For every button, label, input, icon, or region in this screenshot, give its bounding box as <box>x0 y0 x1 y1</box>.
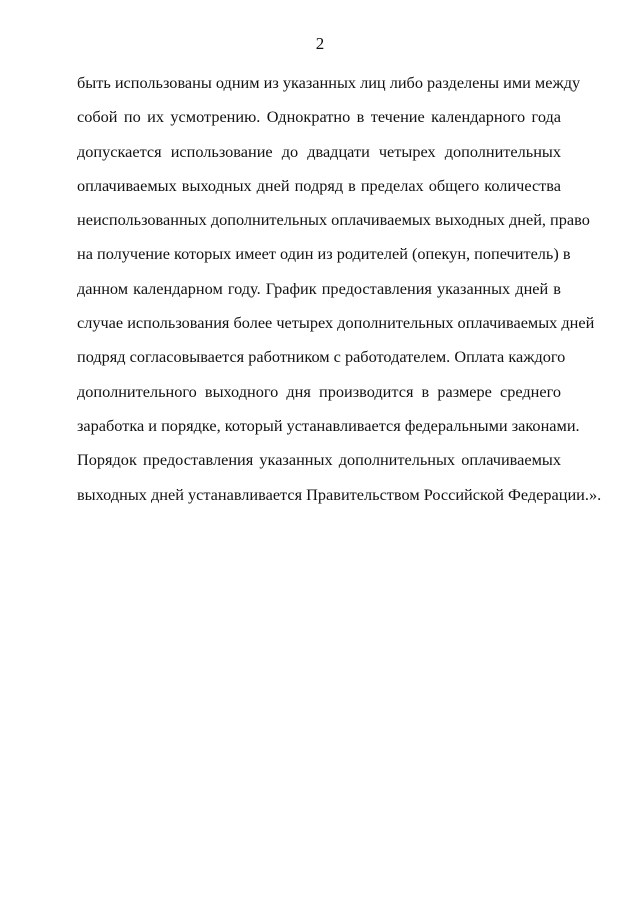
text-line: оплачиваемых выходных дней подряд в пределах общего количества <box>77 175 561 195</box>
text-line: допускается использование до двадцати четырех дополнительных <box>77 141 561 161</box>
text-line: собой по их усмотрению. Однократно в течение календарного года <box>77 107 561 127</box>
text-line: случае использования более четырех дополнительных оплачиваемых дней <box>77 313 595 333</box>
text-line: неиспользованных дополнительных оплачиваемых выходных дней, право <box>77 210 590 230</box>
text-line: быть использованы одним из указанных лиц либо разделены ими между <box>77 73 581 92</box>
text-line: заработка и порядке, который устанавливается федеральными законами. <box>77 415 580 435</box>
page-number: 2 <box>315 34 325 53</box>
text-line: подряд согласовывается работником с работодателем. Оплата каждого <box>77 347 566 367</box>
text-line: Порядок предоставления указанных дополнительных оплачиваемых <box>77 450 561 470</box>
text-line: дополнительного выходного дня производится в размере среднего <box>77 381 561 401</box>
text-line: на получение которых имеет один из родителей (опекун, попечитель) в <box>77 244 571 264</box>
text-line: выходных дней устанавливается Правительством Российской Федерации.». <box>77 484 602 504</box>
body-paragraph <box>77 66 602 512</box>
text-line: данном календарном году. График предоставления указанных дней в <box>77 278 561 298</box>
